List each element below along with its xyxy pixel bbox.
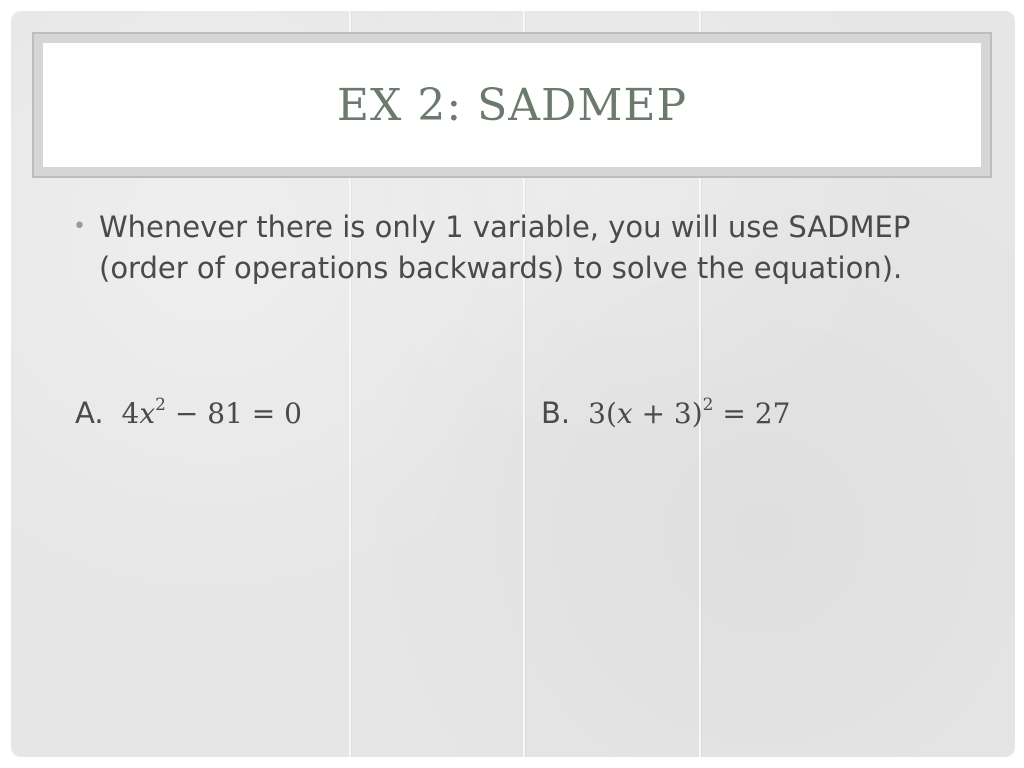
eq-variable: x — [139, 397, 156, 430]
bullet-dot-icon: • — [73, 214, 86, 239]
eq-prefix: 3( — [588, 397, 617, 430]
title-box — [43, 43, 981, 167]
problem-a-label: A. — [75, 396, 104, 430]
problem-b — [541, 395, 790, 430]
problem-b-equation — [588, 395, 790, 430]
eq-rest: = 27 — [713, 397, 791, 430]
problem-a-equation — [122, 395, 302, 430]
eq-exponent: 2 — [702, 395, 714, 415]
title-frame — [32, 32, 992, 178]
eq-rest: − 81 = 0 — [166, 397, 302, 430]
eq-coefficient: 4 — [121, 397, 140, 430]
slide — [11, 11, 1015, 757]
eq-variable: x — [616, 397, 633, 430]
eq-exponent: 2 — [155, 395, 166, 415]
slide-title: EX 2: SADMEP — [336, 79, 688, 131]
bullet-item — [73, 207, 953, 289]
problem-b-label: B. — [541, 396, 571, 430]
problem-a — [75, 395, 302, 430]
eq-middle: + 3) — [632, 397, 703, 430]
bullet-text: Whenever there is only 1 variable, you will use SADMEP (order of operations backwards) to solve the equation). — [99, 210, 911, 285]
